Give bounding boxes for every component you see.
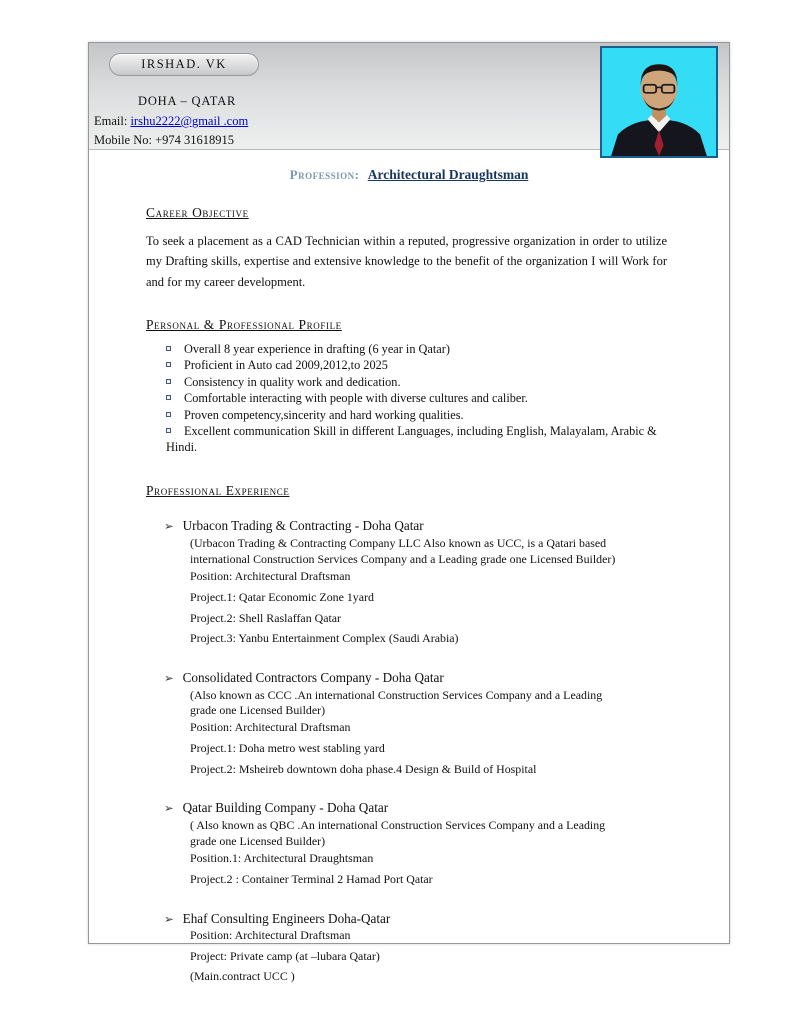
resume-page <box>88 42 730 984</box>
experience-entry-body <box>190 818 667 887</box>
location-text: DOHA – QATAR <box>138 94 237 108</box>
section-heading-profile: Personal & Professional Profile <box>146 316 342 332</box>
section-heading-experience: Professional Experience <box>146 483 290 499</box>
profession-line <box>89 167 729 183</box>
experience-entry <box>146 800 667 887</box>
square-bullet-icon <box>166 395 171 400</box>
arrow-bullet-icon: ➢ <box>164 801 174 816</box>
entry-project: Project.1: Doha metro west stabling yard <box>190 741 385 756</box>
mobile-text: Mobile No: +974 31618915 <box>94 133 235 147</box>
objective-paragraph: To seek a placement as a CAD Technician within a reputed, progressive organization in order to utilize my Drafting skills, expertise and extensive knowledge to the benefit of the organization I will Work for and for my career development. <box>146 234 667 289</box>
email-line <box>94 114 248 129</box>
square-bullet-icon <box>166 412 171 417</box>
entry-project: Project.1: Qatar Economic Zone 1yard <box>190 590 374 605</box>
experience-entry-title: Qatar Building Company - Doha Qatar <box>182 800 389 816</box>
square-bullet-icon <box>166 428 171 433</box>
list-item <box>166 424 667 455</box>
list-item <box>166 358 667 374</box>
experience-entry-title: Consolidated Contractors Company - Doha Qatar <box>182 669 444 685</box>
list-item <box>166 408 667 424</box>
entry-project: (Main.contract UCC ) <box>190 969 295 984</box>
square-bullet-icon <box>166 379 171 384</box>
entry-position: Position: Architectural Draftsman <box>190 720 351 735</box>
entry-project: Project.3: Yanbu Entertainment Complex (Saudi Arabia) <box>190 631 459 646</box>
email-link[interactable]: irshu2222@gmail .com <box>130 114 249 128</box>
arrow-bullet-icon: ➢ <box>164 670 174 685</box>
profession-value: Architectural Draughtsman <box>367 167 529 182</box>
arrow-bullet-icon: ➢ <box>164 519 174 534</box>
experience-entry-body <box>190 536 667 646</box>
experience-entry-title: Ehaf Consulting Engineers Doha-Qatar <box>182 910 391 926</box>
resume-body <box>89 205 729 985</box>
profile-item-text: Proficient in Auto cad 2009,2012,to 2025 <box>184 358 388 373</box>
experience-entry-body <box>190 688 667 778</box>
list-item <box>166 342 667 358</box>
experience-entry-title-row <box>164 911 667 927</box>
list-item <box>166 375 667 391</box>
entry-project: Project: Private camp (at –lubara Qatar) <box>190 948 380 963</box>
entry-project: Project.2 : Container Terminal 2 Hamad Port Qatar <box>190 872 433 887</box>
profile-photo-illustration <box>602 48 716 156</box>
arrow-bullet-icon: ➢ <box>164 911 174 926</box>
profile-list <box>146 342 667 456</box>
experience-entry-title-row <box>164 670 667 686</box>
entry-position: Position: Architectural Draftsman <box>190 927 351 942</box>
name-badge: IRSHAD. VK <box>109 53 259 76</box>
entry-position: Position.1: Architectural Draughtsman <box>190 851 374 866</box>
experience-entry <box>146 911 667 985</box>
experience-entry <box>146 670 667 778</box>
profession-label: Profession: <box>289 167 360 182</box>
profile-item-text: Consistency in quality work and dedication. <box>184 374 401 389</box>
list-item <box>166 391 667 407</box>
experience-entry-title-row <box>164 800 667 816</box>
experience-entry <box>146 518 667 646</box>
entry-project: Project.2: Msheireb downtown doha phase.4 Design & Build of Hospital <box>190 761 537 776</box>
profile-photo <box>600 46 718 158</box>
entry-project: Project.2: Shell Raslaffan Qatar <box>190 610 342 625</box>
profile-item-text: Excellent communication Skill in different Languages, including English, Malayalam, Arabic & Hindi. <box>166 424 657 454</box>
header <box>89 43 729 150</box>
profile-item-text: Comfortable interacting with people with diverse cultures and caliber. <box>184 391 528 406</box>
profile-item-text: Overall 8 year experience in drafting (6 year in Qatar) <box>184 341 450 356</box>
email-label: Email: <box>94 114 128 128</box>
experience-entry-title: Urbacon Trading & Contracting - Doha Qatar <box>182 518 424 534</box>
square-bullet-icon <box>166 362 171 367</box>
experience-entry-title-row <box>164 518 667 534</box>
section-heading-objective: Career Objective <box>146 205 249 220</box>
entry-description: (Also known as CCC .An international Construction Services Company and a Leading grade one Licensed Builder) <box>190 687 603 718</box>
experience-entry-body <box>190 928 667 985</box>
entry-description: ( Also known as QBC .An international Construction Services Company and a Leading grade one Licensed Builder) <box>190 818 606 849</box>
square-bullet-icon <box>166 346 171 351</box>
entry-description: (Urbacon Trading & Contracting Company LLC Also known as UCC, is a Qatari based international Construction Services Company and a Leading grade one Licensed Builder) <box>190 536 616 567</box>
entry-position: Position: Architectural Draftsman <box>190 569 351 584</box>
profile-item-text: Proven competency,sincerity and hard working qualities. <box>184 407 464 422</box>
